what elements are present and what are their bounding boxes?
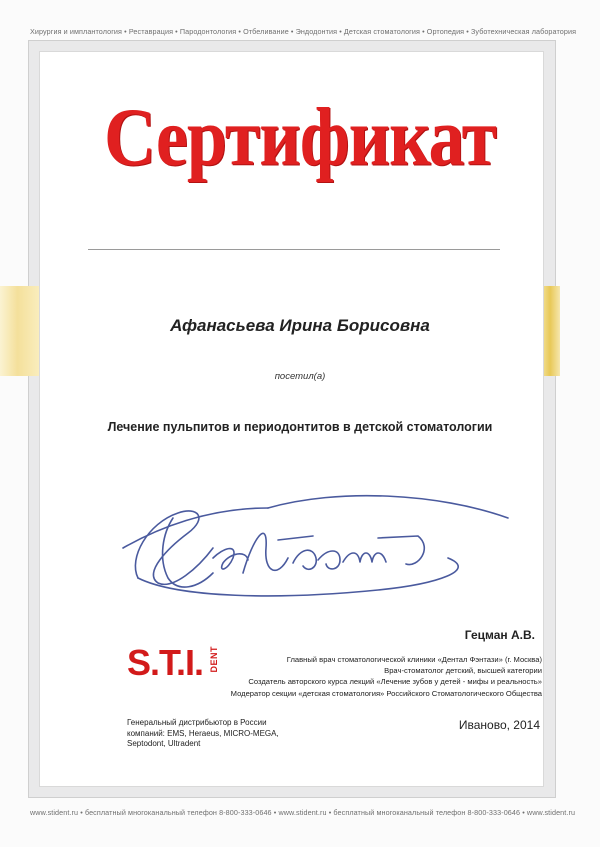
recipient-name: Афанасьева Ирина Борисовна — [170, 316, 430, 335]
title-divider — [88, 249, 500, 250]
sti-dent-logo — [127, 642, 227, 688]
credential-line: Создатель авторского курса лекций «Лечение зубов у детей - мифы и реальность» — [248, 677, 542, 687]
logo-wordmark: S.T.I. — [127, 642, 204, 683]
services-strip: Хирургия и имплантология • Реставрация • Пародонтология • Отбеливание • Эндодонтия • Детская стоматология • Ортопедия • Зуботехническая лаборатория — [30, 27, 577, 36]
logo-dent-label: DENT — [209, 646, 219, 673]
certificate-title: Сертификат — [104, 90, 496, 183]
attended-label: посетил(а) — [274, 371, 326, 382]
course-title: Лечение пульпитов и периодонтитов в детской стоматологии — [107, 420, 493, 434]
contact-strip: www.stident.ru • бесплатный многоканальный телефон 8-800-333-0646 • www.stident.ru • бесплатный многоканальный телефон 8-800-333-0646 • www.stident.ru — [30, 808, 576, 817]
signer-name: Гецман А.В. — [464, 628, 535, 642]
handwritten-signature — [118, 478, 518, 608]
distributor-line: Генеральный дистрибьютор в России — [127, 718, 267, 727]
distributor-note — [127, 718, 327, 750]
credential-line: Врач-стоматолог детский, высшей категории — [384, 666, 542, 676]
credential-line: Главный врач стоматологической клиники «Дентал Фэнтази» (г. Москва) — [286, 655, 542, 664]
place-and-date: Иваново, 2014 — [458, 718, 540, 732]
distributor-line: компаний: EMS, Heraeus, MICRO-MEGA, — [127, 728, 279, 738]
credential-line: Модератор секции «детская стоматология» Российского Стоматологического Общества — [230, 688, 542, 698]
signer-credentials — [212, 654, 542, 699]
distributor-line: Septodont, Ultradent — [127, 739, 201, 748]
